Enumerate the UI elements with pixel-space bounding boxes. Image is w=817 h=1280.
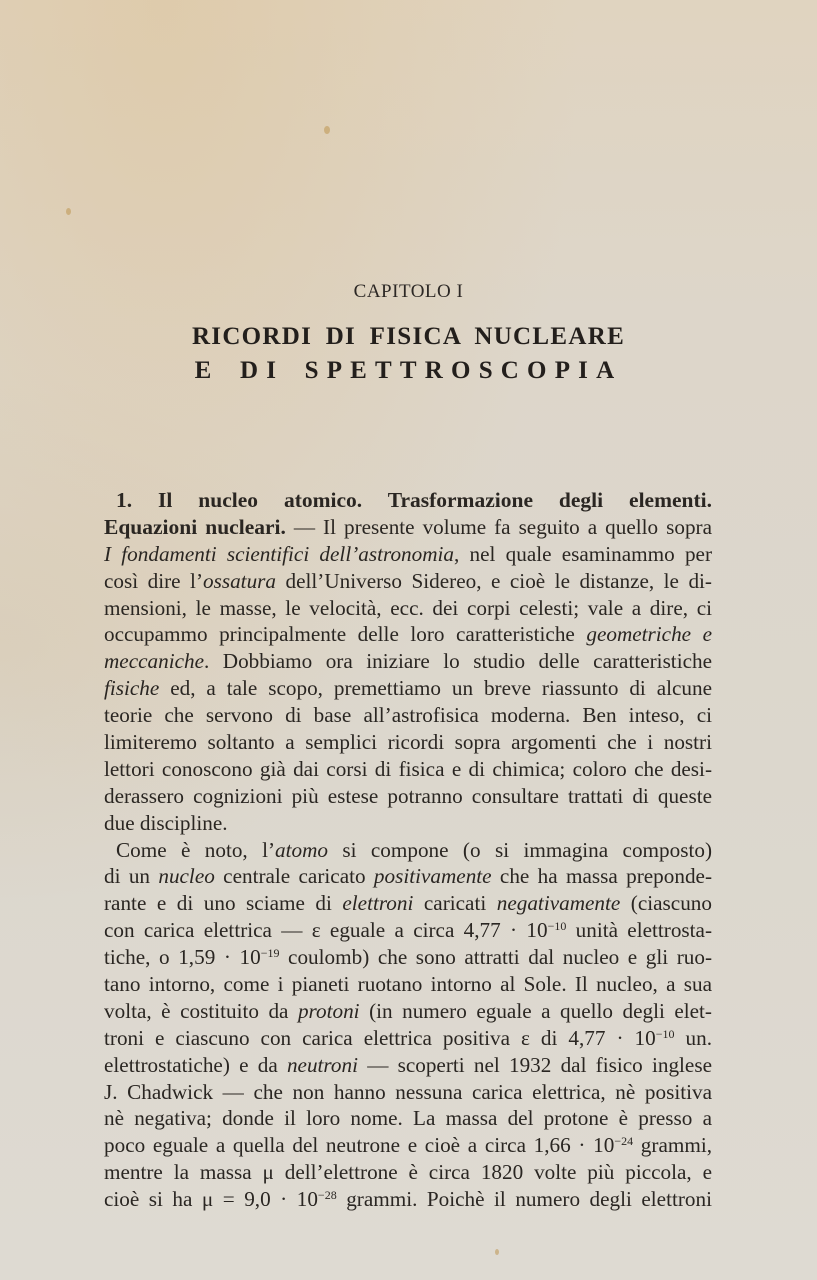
text-line: con carica elettrica — ε eguale a circa $4,77 \cdot 10^{-10}$ unità elettrosta- [104,918,713,943]
text-line: fisiche ed, a tale scopo, premettiamo un breve riassunto di alcune [104,676,712,701]
text-line: elettrostatiche) e da neutroni — scoperti nel 1932 dal fisico inglese [104,1052,712,1077]
exponent: −28 [317,1188,337,1203]
text-line: J. Chadwick — che non hanno nessuna carica elettrica, nè positiva [104,1079,712,1104]
text-line: poco eguale a quella del neutrone e cioè a circa $1,66 \cdot 10^{-24}$ grammi, [104,1133,712,1158]
chapter-label: CAPITOLO I [353,281,464,302]
text-line: così dire l’ossatura dell’Universo Sidereo, e cioè le distanze, le di- [104,568,712,593]
text-line: mentre la massa μ dell’elettrone è circa 1820 volte più piccola, e [104,1160,712,1185]
foxing-spot [324,126,330,134]
text-line: derassero cognizioni più estese potranno consultare trattati di queste [104,783,712,808]
text-line: I fondamenti scientifici dell’astronomia, nel quale esaminammo per [104,541,712,566]
section-subheading: Equazioni nucleari. [104,514,286,539]
text-line: volta, è costituito da protoni (in numero eguale a quello degli elet- [104,998,712,1023]
section-heading-line [104,487,712,514]
body-text [104,487,712,1213]
text-line: rante e di uno sciame di elettroni caricati negativamente (ciascuno [104,891,712,916]
section-heading: 1. Il nucleo atomico. Trasformazione degli elementi. [116,488,712,512]
chapter-title-line-2: E DI SPETTROSCOPIA [194,357,623,384]
text-line: occupammo principalmente delle loro caratteristiche geometriche e [104,622,713,647]
chapter-title-line-1: RICORDI DI FISICA NUCLEARE [191,323,626,350]
text-line: teorie che servono di base all’astrofisica moderna. Ben inteso, ci [104,703,712,728]
text-line: tiche, o $1,59 \cdot 10^{-19}$ coulomb) che sono attratti dal nucleo e gli ruo- [104,945,712,970]
text-line: Equazioni nucleari. — Il presente volume fa seguito a quello sopra [104,514,712,539]
text-line: due discipline. [104,810,228,835]
text-line: nè negativa; donde il loro nome. La massa del protone è presso a [104,1106,712,1131]
exponent: −24 [614,1134,634,1149]
text-line: limiteremo soltanto a semplici ricordi sopra argomenti che i nostri [104,730,712,755]
exponent: −10 [655,1026,675,1041]
text-line: lettori conoscono già dai corsi di fisica e di chimica; coloro che desi- [104,756,712,781]
text-line: meccaniche. Dobbiamo ora iniziare lo studio delle caratteristiche [104,649,712,674]
text-line: Come è noto, l’atomo si compone (o si immagina composto) [116,837,712,862]
text-line: mensioni, le masse, le velocità, ecc. dei corpi celesti; vale a dire, ci [104,595,712,620]
exponent: −19 [260,946,280,961]
foxing-spot [495,1249,499,1255]
text-line: di un nucleo centrale caricato positivamente che ha massa preponde- [104,864,712,889]
text-line: tano intorno, come i pianeti ruotano intorno al Sole. Il nucleo, a sua [104,972,712,997]
italic-book-title: I fondamenti scientifici dell’astronomia [104,541,455,566]
text-line: cioè si ha $\mu = 9,0 \cdot 10^{-28}$ grammi. Poichè il numero degli elettroni [104,1187,712,1212]
text-line: troni e ciascuno con carica elettrica positiva ε di $4,77 \cdot 10^{-10}$ un. [104,1025,713,1050]
exponent: −10 [547,919,567,934]
foxing-spot [66,208,71,215]
